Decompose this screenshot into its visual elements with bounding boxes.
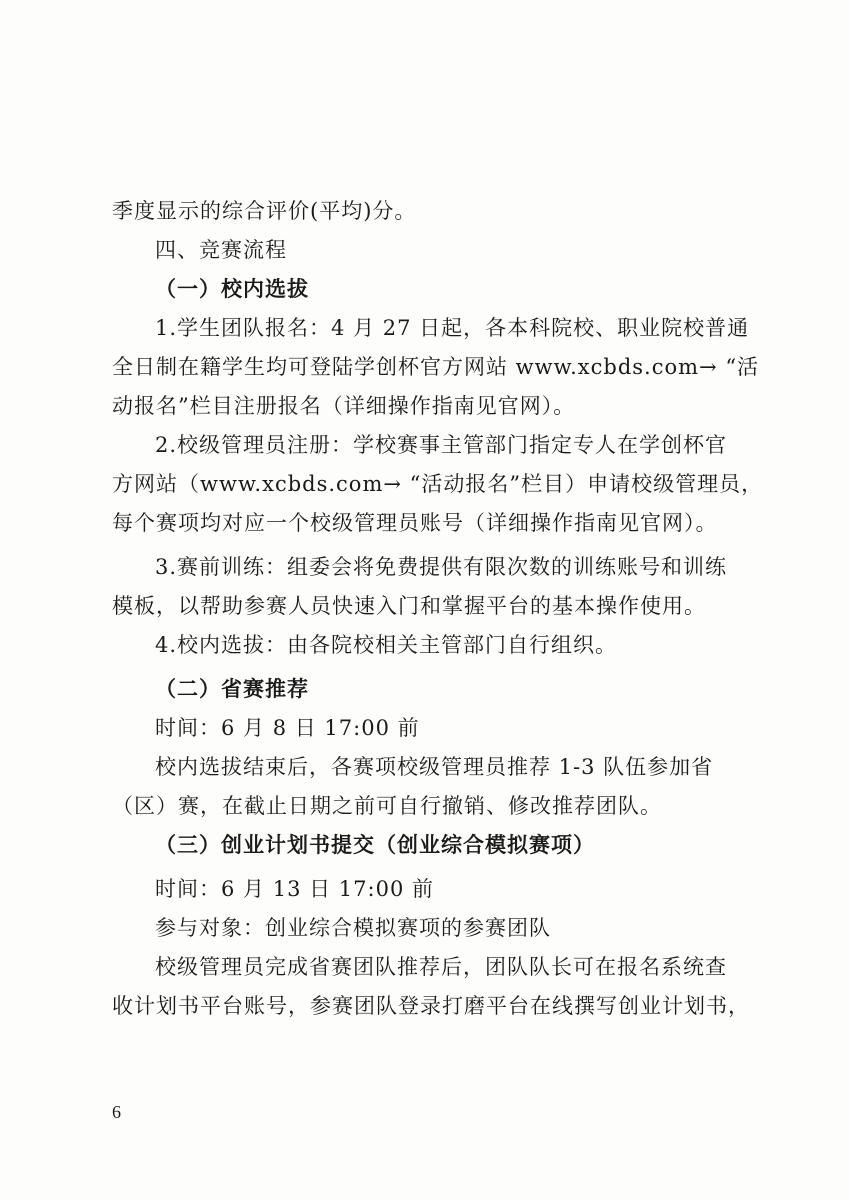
paragraph-line: 收计划书平台账号，参赛团队登录打磨平台在线撰写创业计划书，: [112, 994, 750, 1018]
page-number: 6: [112, 1102, 121, 1122]
paragraph-line: 方网站（www.xcbds.com→ “活动报名”栏目）申请校级管理员，: [112, 472, 764, 496]
subsection-heading: （一）校内选拔: [155, 276, 309, 301]
paragraph-line: 1.学生团队报名：4 月 27 日起，各本科院校、职业院校普通: [155, 316, 750, 340]
paragraph-line: 2.校级管理员注册：学校赛事主管部门指定专人在学创杯官: [155, 433, 728, 457]
subsection-heading: （二）省赛推荐: [155, 676, 309, 701]
paragraph-line: 时间：6 月 13 日 17:00 前: [155, 877, 434, 901]
paragraph-line: 3.赛前训练：组委会将免费提供有限次数的训练账号和训练: [155, 555, 728, 579]
paragraph-line: 校内选拔结束后，各赛项校级管理员推荐 1-3 队伍参加省: [155, 755, 714, 779]
paragraph-line: 参与对象：创业综合模拟赛项的参赛团队: [155, 916, 551, 940]
paragraph-line: 每个赛项均对应一个校级管理员账号（详细操作指南见官网）。: [112, 511, 718, 535]
paragraph-line: 校级管理员完成省赛团队推荐后，团队队长可在报名系统查: [155, 955, 727, 979]
paragraph-line: 时间：6 月 8 日 17:00 前: [155, 716, 420, 740]
section-heading: 四、竞赛流程: [155, 238, 287, 262]
paragraph-line: 全日制在籍学生均可登陆学创杯官方网站 www.xcbds.com→ “活: [112, 355, 760, 379]
subsection-heading: （三）创业计划书提交（创业综合模拟赛项）: [155, 832, 595, 857]
paragraph-line: 季度显示的综合评价(平均)分。: [112, 199, 417, 223]
paragraph-line: 动报名”栏目注册报名（详细操作指南见官网）。: [112, 394, 576, 418]
paragraph-line: （区）赛，在截止日期之前可自行撤销、修改推荐团队。: [112, 794, 662, 818]
paragraph-line: 4.校内选拔：由各院校相关主管部门自行组织。: [155, 633, 618, 657]
paragraph-line: 模板，以帮助参赛人员快速入门和掌握平台的基本操作使用。: [112, 594, 706, 618]
